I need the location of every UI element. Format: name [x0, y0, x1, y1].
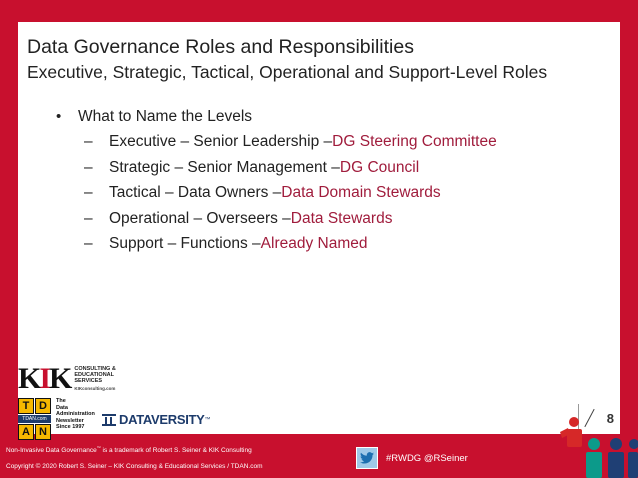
slide-body — [56, 108, 616, 261]
dataversity-trademark: ™ — [204, 416, 211, 423]
level-highlight: Data Domain Stewards — [281, 184, 441, 201]
slide-canvas — [18, 22, 620, 438]
page-number: 8 — [606, 410, 614, 426]
bullet-icon: • — [56, 108, 62, 125]
slide-subtitle: Executive, Strategic, Tactical, Operational and Support-Level Roles — [27, 62, 548, 82]
twitter-bird-glyph — [360, 452, 374, 464]
tdan-tile: D — [35, 398, 51, 414]
dash-icon: – — [84, 133, 93, 150]
sponsor-logos — [18, 358, 258, 438]
bullet-text: What to Name the Levels — [78, 108, 253, 125]
tdan-url: TDAN.com — [18, 415, 51, 423]
kik-logo-text: CONSULTING & EDUCATIONAL SERVICES KIKconsulting.com — [74, 366, 116, 391]
bullet-item — [56, 108, 616, 133]
level-item-support — [56, 235, 616, 261]
dataversity-logo — [102, 412, 210, 427]
dash-icon: – — [84, 184, 93, 201]
level-highlight: Already Named — [260, 235, 368, 252]
level-text: Executive – Senior Leadership – — [109, 133, 333, 150]
kik-logo-mark: KIK — [18, 362, 71, 395]
level-highlight: Data Stewards — [290, 209, 393, 227]
level-item-executive — [56, 133, 616, 159]
tdan-tile: A — [18, 424, 34, 440]
level-item-strategic — [56, 159, 616, 185]
level-item-tactical — [56, 184, 616, 210]
level-text: Support – Functions – — [109, 235, 261, 252]
dataversity-columns-icon — [102, 414, 116, 426]
level-highlight: DG Steering Committee — [332, 133, 497, 150]
footer-bar — [0, 434, 638, 478]
level-text: Strategic – Senior Management – — [109, 158, 340, 176]
tdan-tile: N — [35, 424, 51, 440]
level-text: Tactical – Data Owners – — [109, 184, 282, 201]
kik-logo — [18, 364, 116, 394]
dash-icon: – — [84, 235, 93, 252]
tdan-logo-text: The Data Administration Newsletter Since 1997 — [56, 398, 95, 430]
twitter-bird-icon[interactable] — [356, 447, 378, 469]
twitter-handle[interactable]: #RWDG @RSeiner — [386, 453, 468, 464]
level-text: Operational – Overseers – — [109, 209, 291, 227]
slide-title: Data Governance Roles and Responsibilities — [27, 36, 414, 58]
copyright-notice: Copyright © 2020 Robert S. Seiner – KIK Consulting & Educational Services / TDAN.com — [6, 463, 263, 470]
dataversity-wordmark: DATAVERSITY — [119, 412, 205, 427]
level-item-operational — [56, 210, 616, 236]
tdan-tile: T — [18, 398, 34, 414]
trademark-notice: Non-Invasive Data Governance™ is a trademark of Robert S. Seiner & KIK Consulting — [6, 445, 252, 455]
level-highlight: DG Council — [339, 158, 420, 176]
dash-icon: – — [84, 209, 93, 227]
dash-icon: – — [84, 158, 93, 176]
